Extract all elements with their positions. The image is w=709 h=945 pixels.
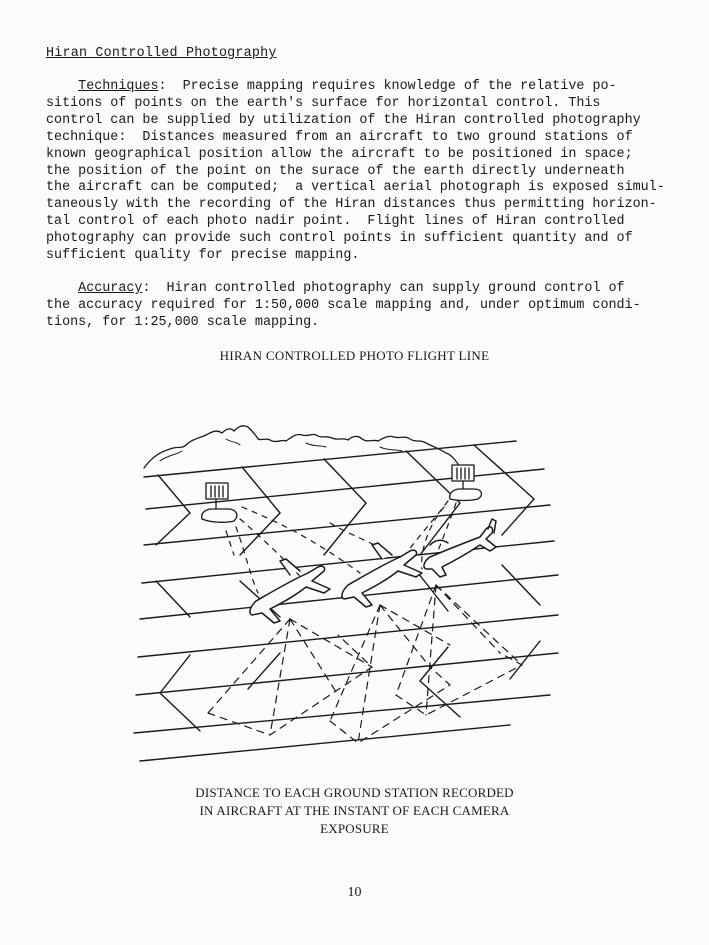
techniques-line: sitions of points on the earth's surface for horizontal control. This <box>46 95 601 111</box>
techniques-line: the position of the point on the surace of the earth directly underneath <box>46 163 625 179</box>
techniques-line: technique: Distances measured from an aircraft to two ground stations of <box>46 129 633 145</box>
ground-station-right <box>450 465 482 501</box>
techniques-line: sufficient quality for precise mapping. <box>46 248 360 264</box>
aircraft-2 <box>342 543 422 607</box>
page-number: 10 <box>347 885 362 900</box>
caption-line: IN AIRCRAFT AT THE INSTANT OF EACH CAMERA <box>199 803 510 818</box>
ground-grid <box>134 441 558 761</box>
aircraft-3 <box>424 519 496 577</box>
radio-signal-dashes <box>226 501 456 593</box>
techniques-label: Techniques <box>78 79 159 94</box>
accuracy-first-line-text: : Hiran controlled photography can supply ground control of <box>142 281 625 296</box>
section-heading: Hiran Controlled Photography <box>46 46 277 61</box>
figure-caption <box>0 784 709 838</box>
techniques-line: taneously with the recording of the Hiran distances thus permitting horizon- <box>46 197 657 213</box>
accuracy-first-line <box>46 281 666 298</box>
techniques-line: known geographical position allow the aircraft to be positioned in space; <box>46 146 633 162</box>
caption-line: EXPOSURE <box>320 821 389 836</box>
techniques-first-line <box>46 79 666 96</box>
hiran-flight-line-illustration <box>130 405 560 780</box>
techniques-first-line-text: : Precise mapping requires knowledge of the relative po- <box>158 79 617 94</box>
aircraft-1 <box>250 559 330 623</box>
caption-line: DISTANCE TO EACH GROUND STATION RECORDED <box>195 785 514 800</box>
accuracy-line: tions, for 1:25,000 scale mapping. <box>46 314 320 330</box>
techniques-line: control can be supplied by utilization of the Hiran controlled photography <box>46 112 641 128</box>
techniques-paragraph <box>46 79 666 265</box>
accuracy-line: the accuracy required for 1:50,000 scale mapping and, under optimum condi- <box>46 297 641 313</box>
techniques-line: tal control of each photo nadir point. Flight lines of Hiran controlled <box>46 214 625 230</box>
techniques-line: the aircraft can be computed; a vertical aerial photograph is exposed simul- <box>46 180 665 196</box>
techniques-line: photography can provide such control points in sufficient quantity and of <box>46 231 633 247</box>
accuracy-label: Accuracy <box>78 281 143 296</box>
figure-title: HIRAN CONTROLLED PHOTO FLIGHT LINE <box>219 348 490 363</box>
accuracy-paragraph <box>46 281 666 332</box>
